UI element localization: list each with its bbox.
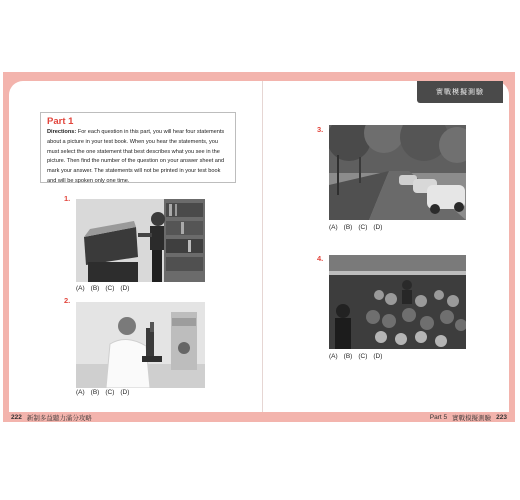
option-a[interactable]: (A) [329,224,338,231]
book-spread [3,72,515,422]
option-d[interactable]: (D) [120,389,130,396]
option-b[interactable]: (B) [90,389,100,396]
right-page [263,81,509,412]
footer-left [11,412,92,422]
directions [47,128,229,187]
directions-box [40,112,236,183]
directions-label: Directions: [47,129,77,135]
question-number: 3. [317,125,324,134]
question-photo-1 [76,199,205,282]
question-photo-3 [329,125,466,220]
left-book-title: 新制多益聽力滿分攻略 [26,414,92,422]
left-page-number: 222 [11,413,22,421]
option-c[interactable]: (C) [105,285,115,292]
option-c[interactable]: (C) [358,224,368,231]
option-a[interactable]: (A) [76,285,85,292]
section-tab: 實戰模擬測驗 [417,81,503,103]
answer-options [329,224,382,231]
option-c[interactable]: (C) [105,389,115,396]
right-section-title: 實戰模擬測驗 [452,414,492,422]
option-a[interactable]: (A) [76,389,85,396]
right-section-label: Part 5 [429,413,448,421]
answer-options [329,353,382,360]
option-a[interactable]: (A) [329,353,338,360]
question-photo-2 [76,302,205,388]
footer-right [430,412,507,422]
option-b[interactable]: (B) [343,353,353,360]
option-b[interactable]: (B) [343,224,353,231]
part-title: Part 1 [47,116,74,127]
option-c[interactable]: (C) [358,353,368,360]
directions-text: For each question in this part, you will hear four statements about a picture in your test book. When you hear the statements, you must select the one statement that best describes what you see in the picture. Then find the number of the question on your answer sheet and mark your answer. The statements will not be printed in your test book and will be spoken only one time. [47,129,225,184]
option-d[interactable]: (D) [373,224,383,231]
question-number: 1. [64,194,71,203]
answer-options [76,285,129,292]
answer-options [76,389,129,396]
right-page-number: 223 [496,413,507,421]
question-photo-4 [329,255,466,349]
option-b[interactable]: (B) [90,285,100,292]
option-d[interactable]: (D) [373,353,383,360]
option-d[interactable]: (D) [120,285,130,292]
question-number: 2. [64,296,71,305]
left-page [9,81,262,412]
question-number: 4. [317,254,324,263]
